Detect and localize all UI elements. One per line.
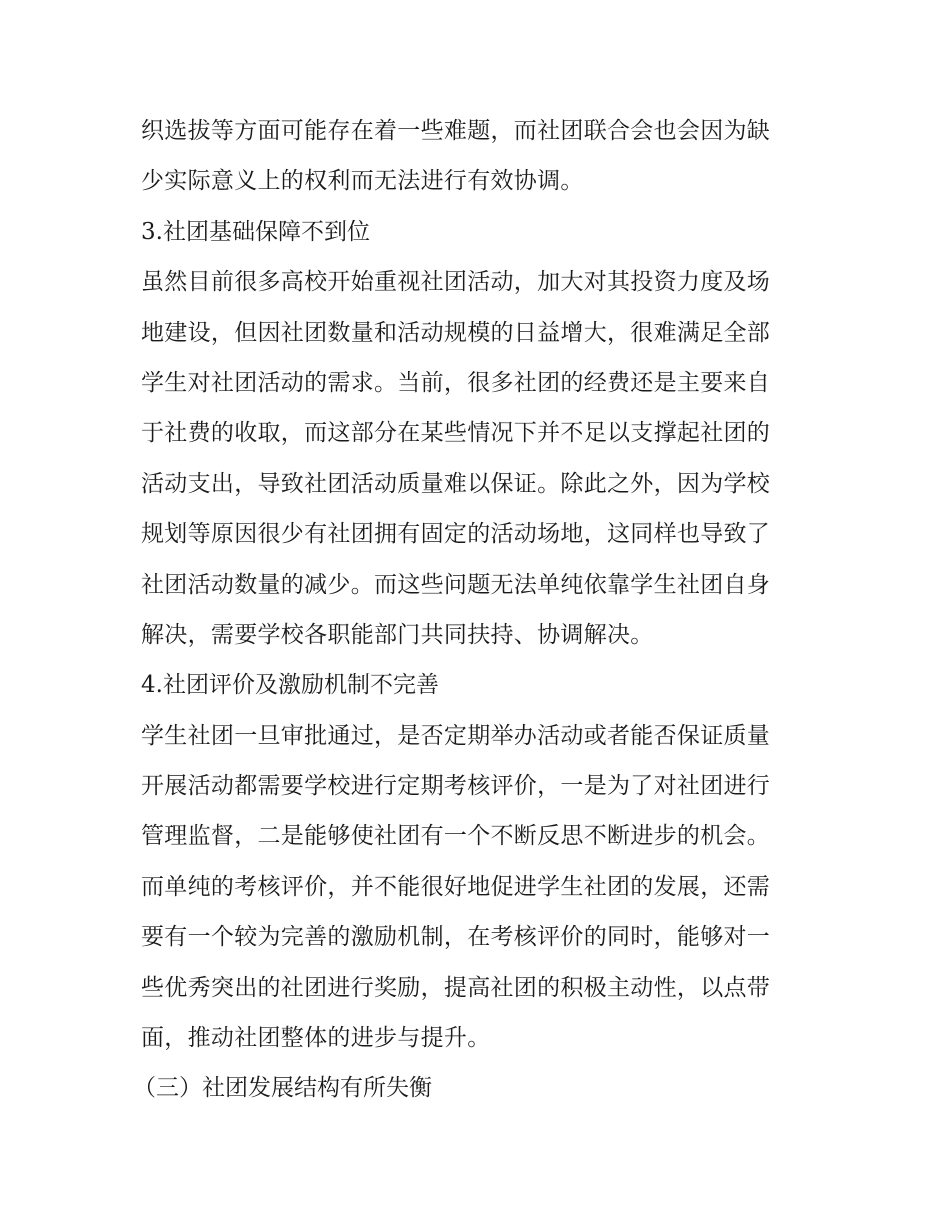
paragraph-line: 于社费的收取，而这部分在某些情况下并不足以支撑起社团的 bbox=[141, 420, 771, 447]
paragraph-line: 要有一个较为完善的激励机制，在考核评价的同时，能够对一 bbox=[141, 924, 771, 951]
paragraph-line: 而单纯的考核评价，并不能很好地促进学生社团的发展，还需 bbox=[141, 873, 771, 900]
paragraph-line: 虽然目前很多高校开始重视社团活动，加大对其投资力度及场 bbox=[141, 269, 771, 296]
paragraph-line: 些优秀突出的社团进行奖励，提高社团的积极主动性，以点带 bbox=[141, 974, 771, 1001]
paragraph-line: 管理监督，二是能够使社团有一个不断反思不断进步的机会。 bbox=[141, 823, 771, 850]
paragraph-line: 活动支出，导致社团活动质量难以保证。除此之外，因为学校 bbox=[141, 470, 771, 497]
paragraph-line: 织选拔等方面可能存在着一些难题，而社团联合会也会因为缺 bbox=[141, 118, 771, 144]
paragraph-line: 社团活动数量的减少。而这些问题无法单纯依靠学生社团自身 bbox=[141, 571, 771, 598]
subsection-heading: （三）社团发展结构有所失衡 bbox=[133, 1075, 432, 1102]
document-body bbox=[133, 106, 821, 1114]
paragraph-line: 开展活动都需要学校进行定期考核评价，一是为了对社团进行 bbox=[141, 773, 771, 800]
paragraph-line: 面，推动社团整体的进步与提升。 bbox=[141, 1025, 491, 1052]
paragraph-line: 学生对社团活动的需求。当前，很多社团的经费还是主要来自 bbox=[141, 369, 771, 396]
section-heading: 4.社团评价及激励机制不完善 bbox=[141, 672, 439, 699]
section-heading: 3.社团基础保障不到位 bbox=[141, 218, 370, 245]
paragraph-line: 学生社团一旦审批通过，是否定期举办活动或者能否保证质量 bbox=[141, 722, 771, 749]
paragraph-line: 规划等原因很少有社团拥有固定的活动场地，这同样也导致了 bbox=[141, 521, 771, 548]
paragraph-line: 解决，需要学校各职能部门共同扶持、协调解决。 bbox=[141, 621, 654, 648]
paragraph-line: 地建设，但因社团数量和活动规模的日益增大，很难满足全部 bbox=[141, 319, 771, 346]
paragraph-line: 少实际意义上的权利而无法进行有效协调。 bbox=[141, 168, 584, 195]
